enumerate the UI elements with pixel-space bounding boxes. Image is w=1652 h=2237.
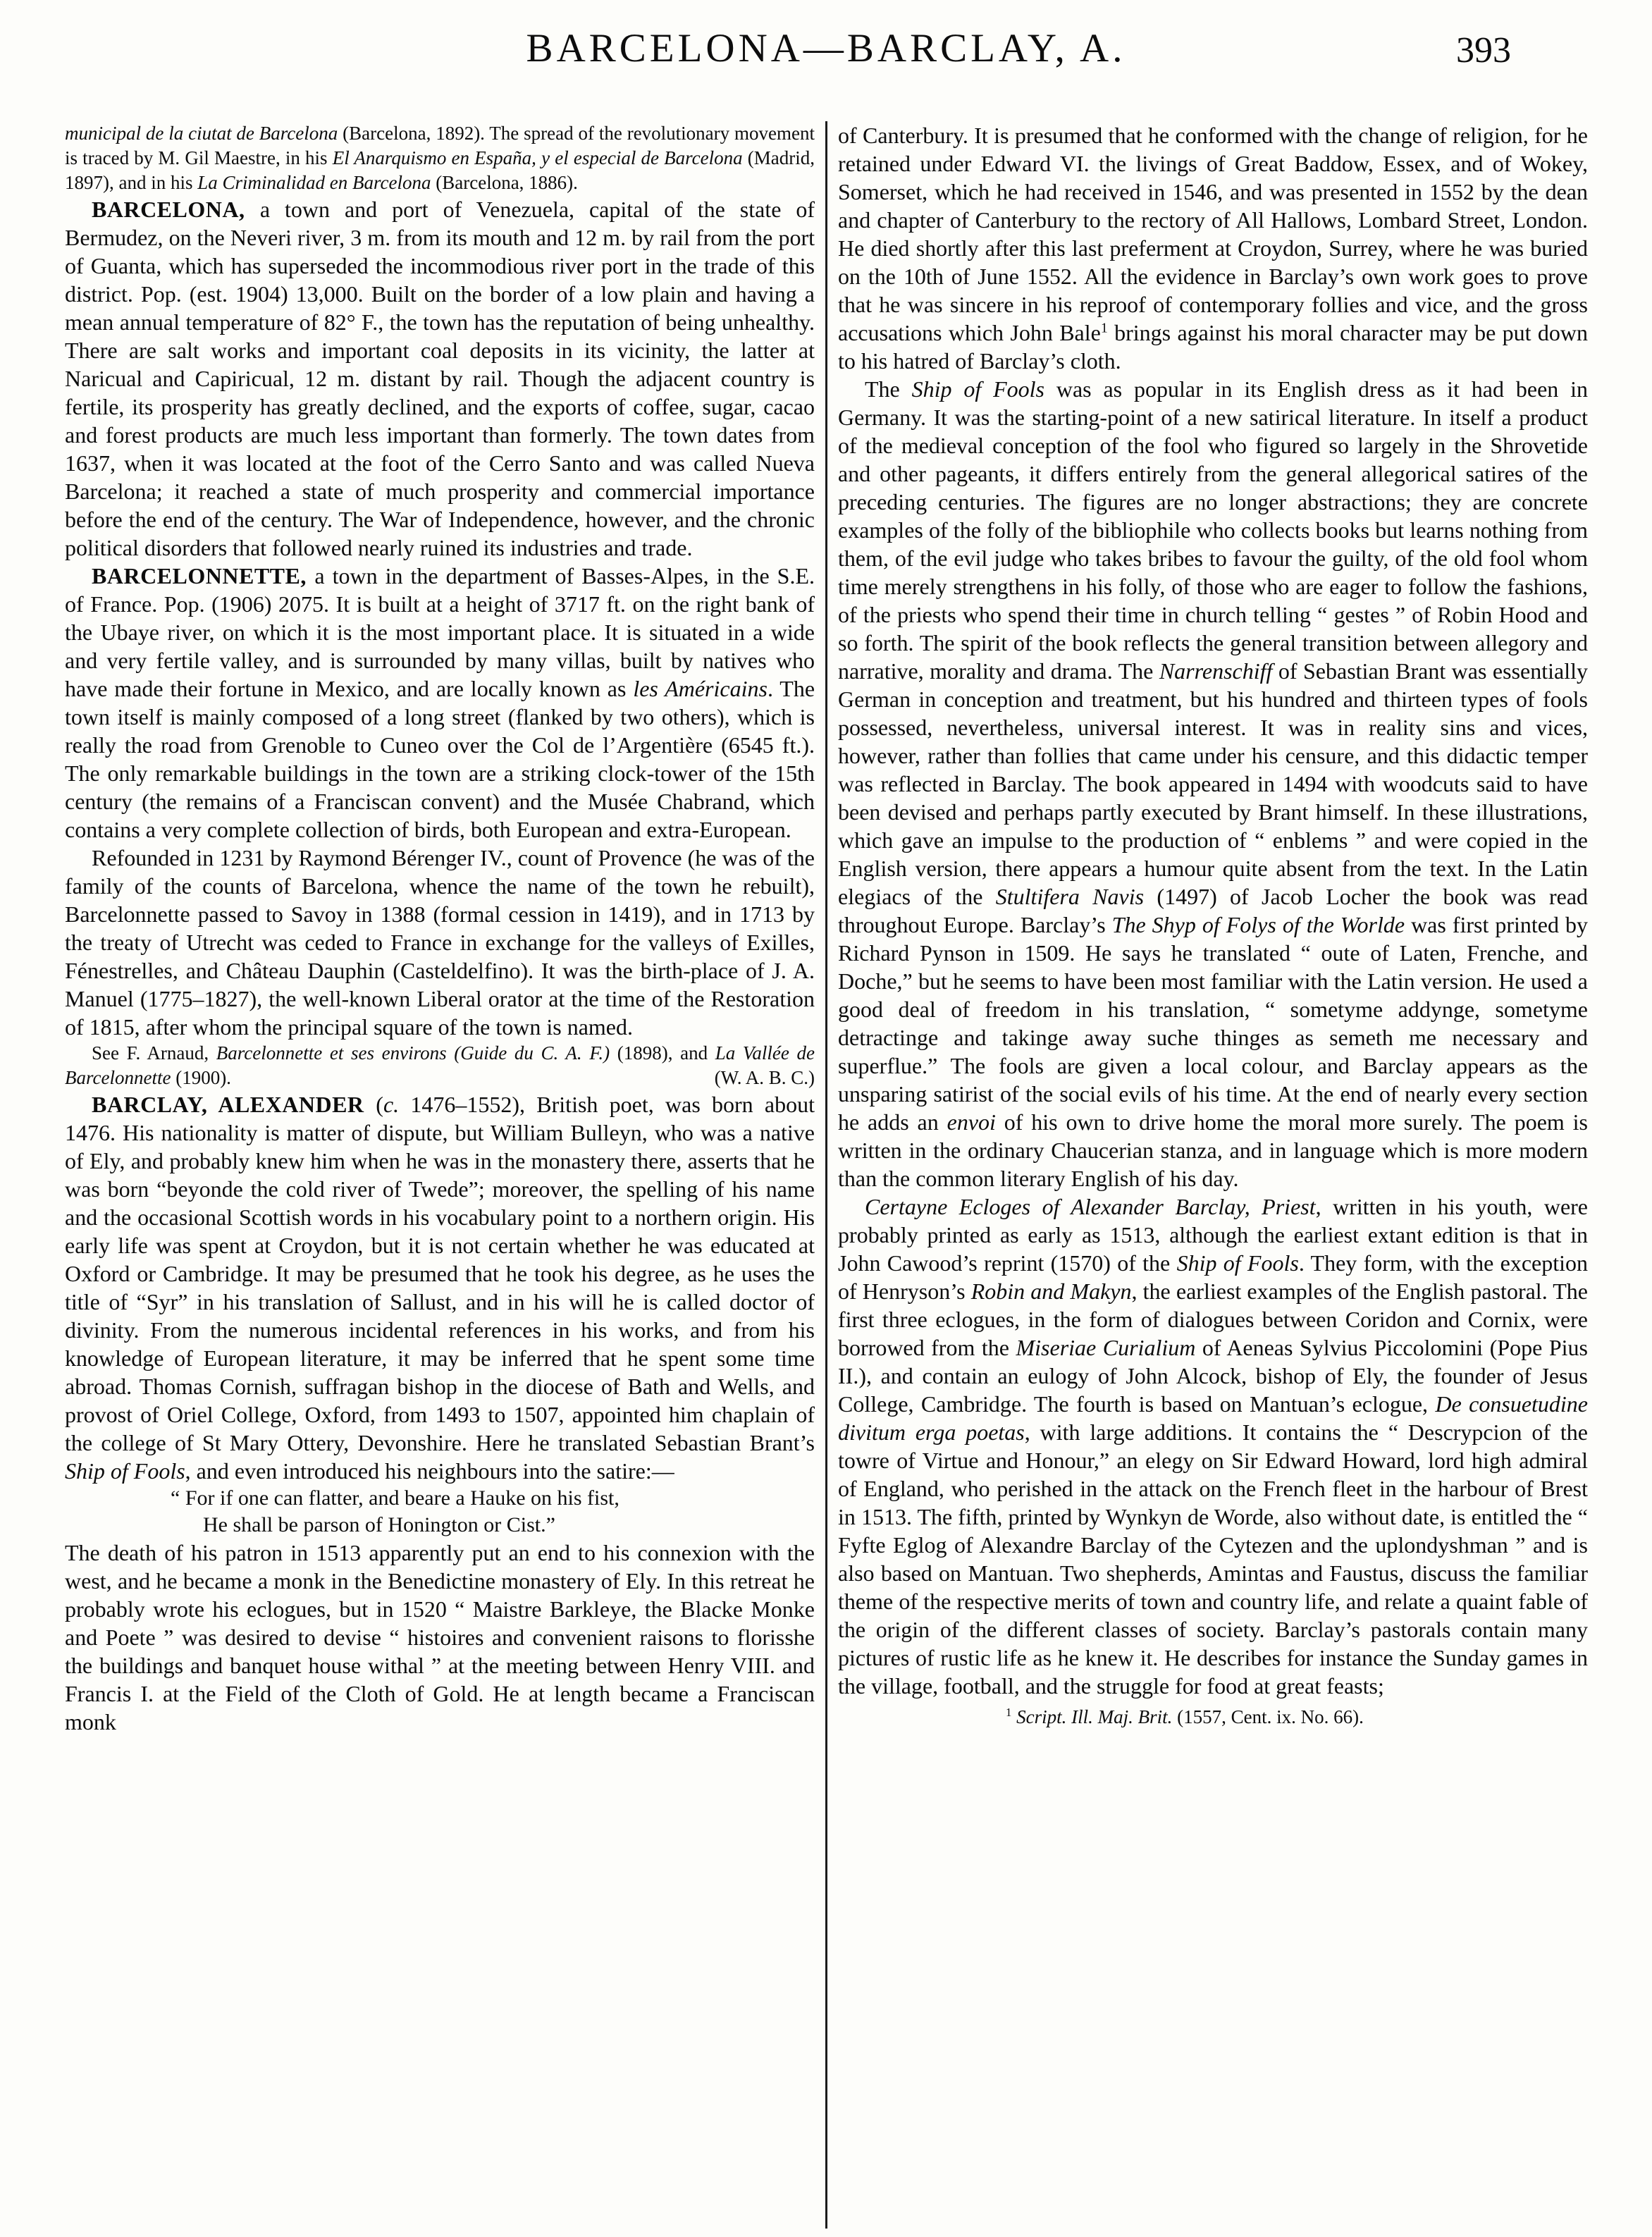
entry-barcelonnette bbox=[65, 562, 815, 844]
text-run: Script. Ill. Maj. Brit. bbox=[1016, 1706, 1173, 1727]
text-run: Barcelonnette et ses environs bbox=[216, 1042, 455, 1064]
text-run: “ For if one can flatter, and beare a Hauke on his fist, bbox=[171, 1486, 620, 1510]
text-run: c. bbox=[383, 1092, 400, 1117]
text-run: Miseriae Curialium bbox=[1016, 1335, 1196, 1360]
text-run: municipal de la ciutat de Barcelona bbox=[65, 123, 343, 144]
entry-barcelona bbox=[65, 195, 815, 562]
text-run: Ship of Fools bbox=[1176, 1250, 1299, 1276]
text-run: ( bbox=[376, 1092, 383, 1117]
text-run: De consuetudine divitum erga poetas bbox=[838, 1391, 1588, 1445]
text-run: (1557, Cent. ix. No. 66). bbox=[1172, 1706, 1364, 1727]
text-run: , and even introduced his neighbours into the satire:— bbox=[185, 1458, 674, 1484]
text-run: a town in the department of Basses-Alpes, in the S.E. of France. Pop. (1906) 2075. It is built at a height of 3717 ft. on the right bank of the Ubaye river, on which it is the most important place. It is situated in a wide and very fertile valley, and is surrounded by many villas, built by natives who have made their fortune in Mexico, and are locally known as bbox=[65, 563, 815, 701]
text-run: (1898), and bbox=[610, 1042, 715, 1064]
text-run: les Américains bbox=[633, 676, 768, 701]
entry-headword: BARCLAY, ALEXANDER bbox=[92, 1092, 376, 1117]
text-run: The bbox=[865, 376, 912, 402]
text-run: of Sebastian Brant was essentially German in conception and treatment, but his hundred and thirteen types of fools possessed, nevertheless, universal interest. It was in reality sins and vices, however, rather than follies that came under his censure, and this didactic temper was reflected in Barclay. The book appeared in 1494 with woodcuts said to have been devised and perhaps partly executed by Brant himself. In these illustrations, which gave an impulse to the production of “ enblems ” and were copied in the English version, there appears a humour quite absent from the text. In the Latin elegiacs of the bbox=[838, 658, 1588, 909]
para-refounded bbox=[65, 844, 815, 1041]
text-run: . They form, with the exception of Henryson’s bbox=[838, 1250, 1588, 1304]
text-run: envoi bbox=[947, 1109, 996, 1135]
text-run: . The town itself is mainly composed of a long street (flanked by two others), which is really the road from Grenoble to Cuneo over the Col de l’Argentière (6545 ft.). The only remarkable buildings in the town are a striking clock-tower of the 15th century (the remains of a Franciscan convent) and the Musée Chabrand, which contains a very complete collection of birds, both European and extra-European. bbox=[65, 676, 815, 842]
text-run: was as popular in its English dress as it had been in Germany. It was the starting-point of a new satirical literature. In itself a product of the medieval conception of the fool who figured so largely in the Shrovetide and other pageants, it differs entirely from the general allegorical satires of the preceding centuries. The figures are no longer abstractions; they are concrete examples of the folly of the bibliophile who collects books but learns nothing from them, of the evil judge who takes bribes to favour the guilty, of the old fool whom time merely strengthens in his folly, of those who are eager to follow the fashions, of the priests who spend their time in church telling “ gestes ” of Robin Hood and so forth. The spirit of the book reflects the general transition between allegory and narrative, morality and drama. The bbox=[838, 376, 1588, 684]
text-run: brings against his moral character may be put down to his hatred of Barclay’s cloth. bbox=[838, 320, 1588, 374]
text-run: , the earliest examples of the English pastoral. The first three eclogues, in the form of dialogues between Coridon and Cornix, were borrowed from the bbox=[838, 1278, 1588, 1360]
text-run: Narrenschiff bbox=[1159, 658, 1273, 684]
text-run: Refounded in 1231 by Raymond Bérenger IV., count of Provence (he was of the family of the counts of Barcelona, whence the name of the town he rebuilt), Barcelonnette passed to Savoy in 1388 (formal cession in 1419), and in 1713 by the treaty of Utrecht was ceded to France in exchange for the valleys of Exilles, Fénestrelles, and Château Dauphin (Casteldelfino). It was the birth-place of J. A. Manuel (1775–1827), the well-known Liberal orator at the time of the Restoration of 1815, after whom the principal square of the town is named. bbox=[65, 845, 815, 1040]
text-run: The death of his patron in 1513 apparently put an end to his connexion with the west, and he became a monk in the Benedictine monastery of Ely. In this retreat he probably wrote his eclogues, but in 1520 “ Maistre Barkleye, the Blacke Monke and Poete ” was desired to devise “ histoires and convenient raisons to florisshe the buildings and banquet house withal ” at the meeting between Henry VIII. and Francis I. at the Field of the Cloth of Gold. He at length became a Franciscan monk bbox=[65, 1540, 815, 1734]
text-run: ( bbox=[454, 1042, 461, 1064]
text-run: Guide du C. A. F. bbox=[460, 1042, 604, 1064]
text-run: (Madrid, 1897), and in his bbox=[65, 147, 815, 193]
text-run: (Barcelona, 1886). bbox=[436, 172, 578, 193]
text-run: La Vallée de Barcelonnette bbox=[65, 1042, 815, 1088]
text-run: (1497) of Jacob Locher the book was read throughout Europe. Barclay’s bbox=[838, 884, 1588, 937]
para-certayne-ecloges bbox=[838, 1193, 1588, 1700]
para-ship-of-fools bbox=[838, 375, 1588, 1193]
text-run: See F. Arnaud, bbox=[92, 1042, 216, 1064]
column-divider bbox=[825, 121, 827, 2229]
verse-line-2 bbox=[203, 1512, 815, 1539]
text-run: of Aeneas Sylvius Piccolomini (Pope Pius II.), and contain an eulogy of John Alcock, bishop of Ely, the founder of Jesus College, Cambridge. The fourth is based on Mantuan’s eclogue, bbox=[838, 1335, 1588, 1417]
left-column bbox=[65, 121, 815, 2229]
para-canterbury-continuation bbox=[838, 121, 1588, 375]
text-run: Ship of Fools bbox=[65, 1458, 185, 1484]
text-run: , with large additions. It contains the “ Descrypcion of the towre of Virtue and Honour,” an elegy on Sir Edward Howard, lord high admiral of England, who perished in the attack on the French fleet in the harbour of Brest in 1513. The fifth, printed by Wynkyn de Worde, also without date, is entitled the “ Fyfte Eglog of Alexandre Barclay of the Cytezen and the uplondyshman ” and is also based on Mantuan. Two shepherds, Amintas and Faustus, discuss the familiar theme of the respective merits of town and country life, and relate a quaint fable of the origin of the different classes of society. Barclay’s pastorals contain many pictures of rustic life as he knew it. He describes for instance the Sunday games in the village, football, and the struggle for food at great feasts; bbox=[838, 1419, 1588, 1699]
footnote-1 bbox=[838, 1704, 1588, 1730]
para-continuation-municipal bbox=[65, 121, 815, 195]
right-column bbox=[838, 121, 1588, 2229]
text-run: , written in his youth, were probably printed as early as 1513, although the earliest extant edition is that in John Cawood’s reprint (1570) of the bbox=[838, 1194, 1588, 1276]
entry-headword: BARCELONA, bbox=[92, 197, 260, 222]
text-run: Stultifera Navis bbox=[995, 884, 1145, 909]
text-run: He shall be parson of Honington or Cist.” bbox=[203, 1513, 555, 1536]
text-run: of Canterbury. It is presumed that he conformed with the change of religion, for he retained under Edward VI. the livings of Great Baddow, Essex, and of Wokey, Somerset, which he had received in 1546, and was presented in 1552 by the dean and chapter of Canterbury to the rectory of All Hallows, Lombard Street, London. He died shortly after this last preferment at Croydon, Surrey, where he was buried on the 10th of June 1552. All the evidence in Barclay’s own work goes to prove that he was sincere in his reproof of contemporary follies and vice, and the gross accusations which John Bale bbox=[838, 123, 1588, 345]
text-run: 1476–1552), British poet, was born about 1476. His nationality is matter of dispute, but William Bulleyn, who was a native of Ely, and probably knew him when he was in the monastery there, asserts that he was born “beyonde the cold river of Twede”; moreover, the spelling of his name and the occasional Scottish words in his vocabulary point to a northern origin. His early life was spent at Croydon, but it is not certain whether he was educated at Oxford or Cambridge. It may be presumed that he took his degree, as he uses the title of “Syr” in his translation of Sallust, and in his will he is called doctor of divinity. From the numerous incidental references in his works, and from his knowledge of European literature, it may be inferred that he spent some time abroad. Thomas Cornish, suffragan bishop in the diocese of Bath and Wells, and provost of Oriel College, Oxford, from 1493 to 1507, appointed him chaplain of the college of St Mary Ottery, Devonshire. Here he translated Sebastian Brant’s bbox=[65, 1092, 815, 1455]
text-run: Robin and Makyn bbox=[970, 1278, 1132, 1304]
text-run: (W. A. B. C.) bbox=[714, 1067, 815, 1088]
bibliography-barcelonnette bbox=[65, 1041, 815, 1090]
text-run: La Criminalidad en Barcelona bbox=[197, 172, 436, 193]
text-run: a town and port of Venezuela, capital of the state of Bermudez, on the Neveri river, 3 m. from its mouth and 12 m. by rail from the port of Guanta, which has superseded the incommodious river port in the trade of this district. Pop. (est. 1904) 13,000. Built on the border of a low plain and having a mean annual temperature of 82° F., the town has the reputation of being unhealthy. There are salt works and important coal deposits in its vicinity, the latter at Naricual and Capiricual, 12 m. distant by rail. Though the adjacent country is fertile, its prosperity has greatly declined, and the exports of coffee, sugar, cacao and forest products are much less important than formerly. The town dates from 1637, when it was located at the foot of the Cerro Santo and was called Nueva Barcelona; it reached a state of much prosperity and commercial importance before the end of the century. The War of Independence, however, and the chronic political disorders that followed nearly ruined its industries and trade. bbox=[65, 197, 815, 560]
text-run: El Anarquismo en España, y el especial de Barcelona bbox=[332, 147, 748, 168]
text-run: 1 bbox=[1006, 1706, 1012, 1719]
text-run: 1 bbox=[1100, 320, 1108, 336]
text-run: of his own to drive home the moral more surely. The poem is written in the ordinary Chaucerian stanza, and in language which is more modern than the common literary English of his day. bbox=[838, 1109, 1588, 1191]
text-run: (Barcelona, 1892). The spread of the revolutionary movement is traced by M. Gil Maestre, in his bbox=[65, 123, 815, 168]
entry-headword: BARCELONNETTE, bbox=[92, 563, 315, 588]
text-run: was first printed by Richard Pynson in 1509. He says he translated “ oute of Laten, Frenche, and Doche,” but he seems to have been most familiar with the Latin version. He used a good deal of freedom in his translation, “ sometyme addynge, sometyme detractinge and takinge away suche thinges as semeth me necessary and superflue.” The fools are given a local colour, and Barclay appears as the unsparing satirist of the social evils of his time. At the end of nearly every section he adds an bbox=[838, 912, 1588, 1135]
text-columns bbox=[65, 121, 1588, 2229]
page-title: BARCELONA—BARCLAY, A. bbox=[526, 26, 1126, 70]
text-run: Certayne Ecloges of Alexander Barclay, Priest bbox=[865, 1194, 1316, 1219]
entry-barclay-alexander bbox=[65, 1090, 815, 1485]
verse-line-1 bbox=[171, 1485, 815, 1512]
text-run: Ship of Fools bbox=[911, 376, 1044, 402]
para-death-of-patron bbox=[65, 1539, 815, 1736]
text-run: (1900). bbox=[175, 1067, 231, 1088]
page-number: 393 bbox=[1456, 30, 1511, 70]
text-run: ) bbox=[603, 1042, 610, 1064]
text-run: The Shyp of Folys of the Worlde bbox=[1111, 912, 1405, 937]
